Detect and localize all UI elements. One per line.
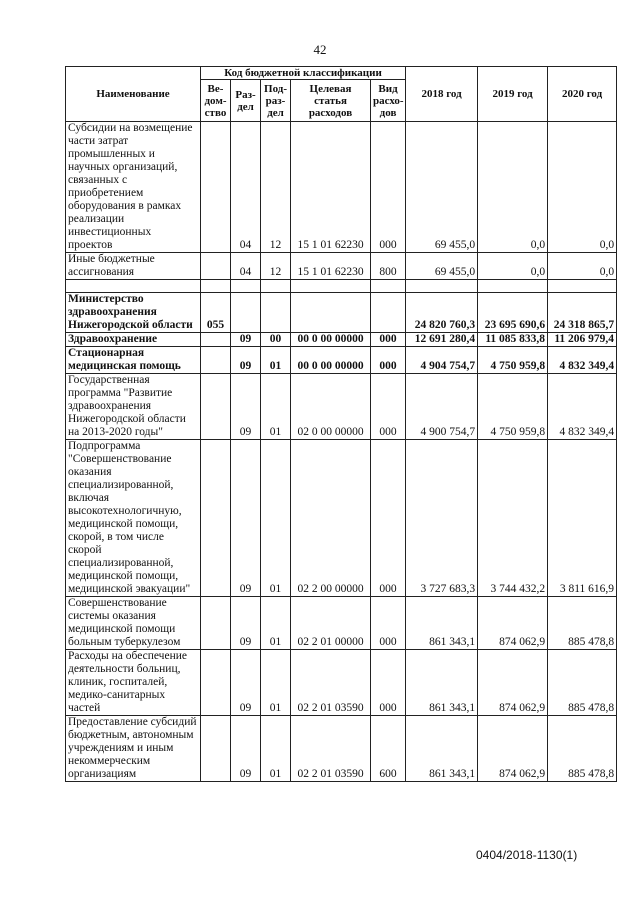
page-number: 42	[313, 42, 327, 57]
row-2019: 3 744 432,2	[478, 440, 548, 597]
row-2018: 861 343,1	[406, 650, 478, 716]
row-2020: 4 832 349,4	[548, 374, 617, 440]
row-vr: 000	[371, 597, 406, 650]
row-ved	[201, 374, 231, 440]
row-ved	[201, 347, 231, 374]
row-cs: 02 0 00 00000	[291, 374, 371, 440]
budget-table	[65, 66, 617, 782]
table-row	[66, 293, 617, 333]
row-2018: 3 727 683,3	[406, 440, 478, 597]
row-cs: 15 1 01 62230	[291, 122, 371, 253]
row-2018: 12 691 280,4	[406, 333, 478, 347]
row-2020: 0,0	[548, 122, 617, 253]
row-razdel: 09	[231, 374, 261, 440]
row-ved	[201, 333, 231, 347]
document-number: 0404/2018-1130(1)	[476, 848, 578, 862]
table-row	[66, 253, 617, 280]
row-ved: 055	[201, 293, 231, 333]
row-vr: 800	[371, 253, 406, 280]
row-podrazdel: 01	[261, 374, 291, 440]
row-cs	[291, 293, 371, 333]
row-2018: 24 820 760,3	[406, 293, 478, 333]
row-razdel: 04	[231, 253, 261, 280]
header-2020: 2020 год	[548, 67, 617, 122]
row-ved	[201, 440, 231, 597]
row-razdel: 09	[231, 347, 261, 374]
table-row	[66, 716, 617, 782]
row-2018: 4 900 754,7	[406, 374, 478, 440]
header-vedomstvo: Ве-дом-ство	[201, 80, 231, 122]
row-ved	[201, 122, 231, 253]
row-cs: 00 0 00 00000	[291, 347, 371, 374]
row-2018: 69 455,0	[406, 122, 478, 253]
row-podrazdel: 01	[261, 347, 291, 374]
row-podrazdel: 01	[261, 716, 291, 782]
row-name: Предоставление субсидий бюджетным, автономным учреждениям и иным некоммерческим организациям	[66, 716, 201, 782]
row-podrazdel: 01	[261, 597, 291, 650]
table-row	[66, 374, 617, 440]
row-2018: 861 343,1	[406, 716, 478, 782]
header-celevaya: Целевая статья расходов	[291, 80, 371, 122]
row-podrazdel: 01	[261, 440, 291, 597]
table-row	[66, 122, 617, 253]
row-vr: 000	[371, 333, 406, 347]
row-2020: 3 811 616,9	[548, 440, 617, 597]
header-name: Наименование	[66, 67, 201, 122]
row-cs: 02 2 01 00000	[291, 597, 371, 650]
row-cs: 00 0 00 00000	[291, 333, 371, 347]
row-name: Подпрограмма "Совершенствование оказания специализированной, включая высокотехнологичную, медицинской помощи, скорой, в том числе скорой специализированной, медицинской помощи, медицинской эвакуации"	[66, 440, 201, 597]
row-podrazdel: 01	[261, 650, 291, 716]
row-ved	[201, 253, 231, 280]
row-2018: 861 343,1	[406, 597, 478, 650]
row-podrazdel: 12	[261, 122, 291, 253]
row-cs: 02 2 01 03590	[291, 716, 371, 782]
row-razdel	[231, 293, 261, 333]
row-2019: 0,0	[478, 122, 548, 253]
row-ved	[201, 597, 231, 650]
row-name: Здравоохранение	[66, 333, 201, 347]
row-name: Расходы на обеспечение деятельности больниц, клиник, госпиталей, медико-санитарных частей	[66, 650, 201, 716]
header-kbk-caption: Код бюджетной классификации	[201, 67, 406, 80]
row-2020: 4 832 349,4	[548, 347, 617, 374]
row-2020: 24 318 865,7	[548, 293, 617, 333]
row-name: Стационарная медицинская помощь	[66, 347, 201, 374]
row-razdel: 09	[231, 597, 261, 650]
row-razdel: 04	[231, 122, 261, 253]
row-name: Совершенствование системы оказания медицинской помощи больным туберкулезом	[66, 597, 201, 650]
row-vr: 000	[371, 440, 406, 597]
row-vr: 000	[371, 650, 406, 716]
row-razdel: 09	[231, 333, 261, 347]
row-razdel: 09	[231, 650, 261, 716]
row-vr: 000	[371, 374, 406, 440]
table-row	[66, 650, 617, 716]
row-2020: 885 478,8	[548, 650, 617, 716]
row-cs: 02 2 01 03590	[291, 650, 371, 716]
table-row	[66, 597, 617, 650]
row-2019: 0,0	[478, 253, 548, 280]
header-2018: 2018 год	[406, 67, 478, 122]
row-podrazdel: 12	[261, 253, 291, 280]
row-razdel: 09	[231, 716, 261, 782]
spacer-row	[66, 280, 617, 293]
row-2019: 874 062,9	[478, 597, 548, 650]
row-name: Иные бюджетные ассигнования	[66, 253, 201, 280]
row-vr: 000	[371, 347, 406, 374]
row-2019: 874 062,9	[478, 650, 548, 716]
row-2020: 11 206 979,4	[548, 333, 617, 347]
row-cs: 15 1 01 62230	[291, 253, 371, 280]
row-ved	[201, 716, 231, 782]
row-2020: 885 478,8	[548, 716, 617, 782]
header-podrazdel: Под-раз-дел	[261, 80, 291, 122]
row-2019: 23 695 690,6	[478, 293, 548, 333]
row-2018: 4 904 754,7	[406, 347, 478, 374]
row-2019: 4 750 959,8	[478, 347, 548, 374]
table-row	[66, 440, 617, 597]
header-2019: 2019 год	[478, 67, 548, 122]
header-vid: Вид расхо-дов	[371, 80, 406, 122]
row-podrazdel: 00	[261, 333, 291, 347]
row-2019: 4 750 959,8	[478, 374, 548, 440]
row-ved	[201, 650, 231, 716]
header-razdel: Раз-дел	[231, 80, 261, 122]
row-razdel: 09	[231, 440, 261, 597]
row-cs: 02 2 00 00000	[291, 440, 371, 597]
row-vr: 000	[371, 122, 406, 253]
row-2020: 0,0	[548, 253, 617, 280]
row-name: Министерство здравоохранения Нижегородской области	[66, 293, 201, 333]
row-name: Государственная программа "Развитие здравоохранения Нижегородской области на 2013-2020 годы"	[66, 374, 201, 440]
row-podrazdel	[261, 293, 291, 333]
row-2020: 885 478,8	[548, 597, 617, 650]
table-row	[66, 333, 617, 347]
row-name: Субсидии на возмещение части затрат промышленных и научных организаций, связанных с приобретением оборудования в рамках реализации инвестиционных проектов	[66, 122, 201, 253]
table-row	[66, 347, 617, 374]
row-2019: 874 062,9	[478, 716, 548, 782]
row-2018: 69 455,0	[406, 253, 478, 280]
row-vr: 600	[371, 716, 406, 782]
row-2019: 11 085 833,8	[478, 333, 548, 347]
row-vr	[371, 293, 406, 333]
